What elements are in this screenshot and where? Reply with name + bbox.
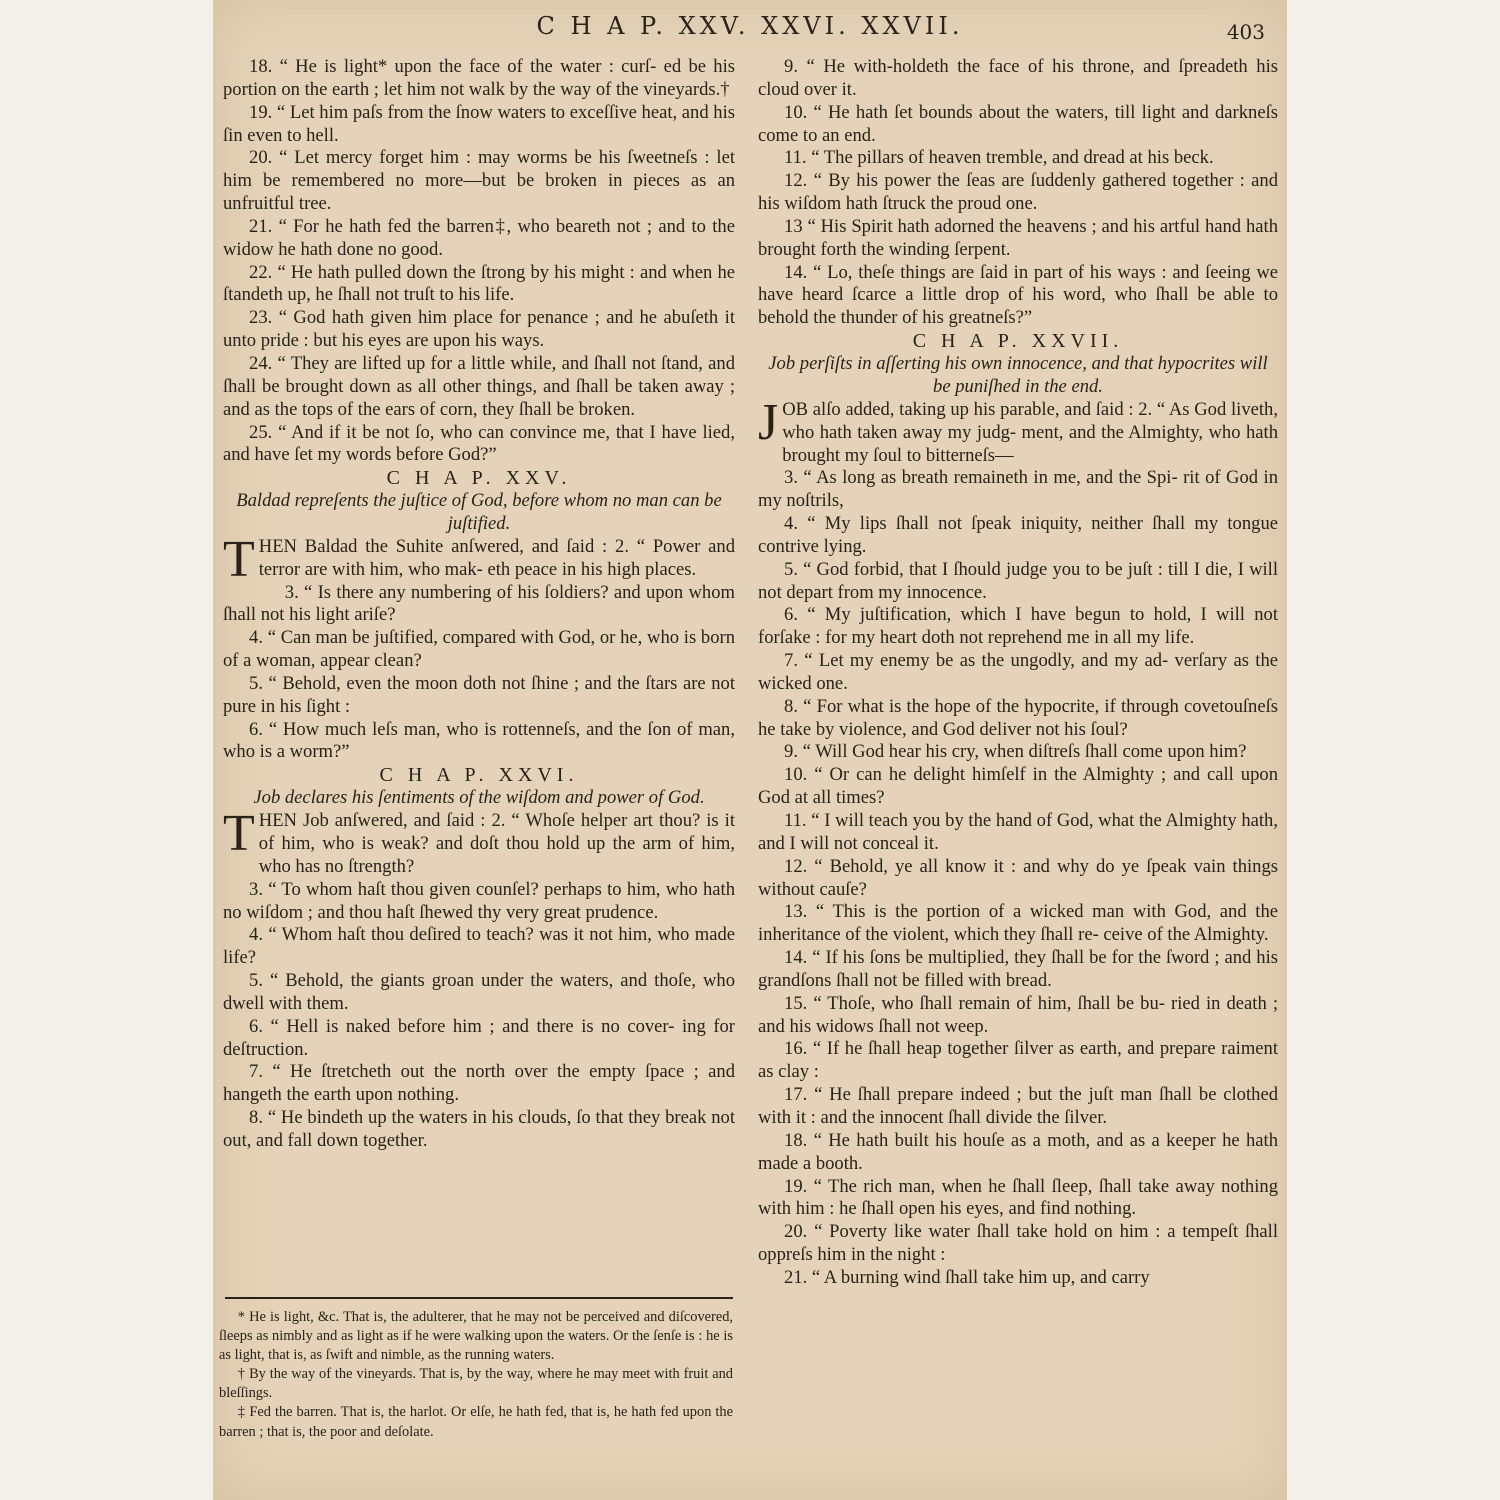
verse: 5. “ Behold, the giants groan under the waters, and thoſe, who dwell with them. [223,970,735,1014]
chapter-summary-25: Baldad repreſents the juſtice of God, before whom no man can be juſtified. [236,490,722,535]
page-number: 403 [1226,20,1265,44]
verse: 14. “ If his ſons be multiplied, they ſhall be for the ſword ; and his grandſons ſhall not be filled with bread. [758,947,1278,991]
chapter-summary-27: Job perſiſts in aſſerting his own innocence, and that hypocrites will be puniſhed in the end. [768,353,1268,397]
verse: 9. “ He with-holdeth the face of his throne, and ſpreadeth his cloud over it. [758,56,1278,100]
book-page [213,0,1287,1500]
verse: 20. “ Let mercy forget him : may worms be his ſweetneſs : let him be remembered no more—but be broken in pieces as an unfruitful tree. [223,147,735,215]
footnotes [219,1308,733,1442]
verse: 3. “ To whom haſt thou given counſel? perhaps to him, who hath no wiſdom ; and thou haſt ſhewed thy very great prudence. [223,878,735,923]
verse: 5. “ God forbid, that I ſhould judge you to be juſt : till I die, I will not depart from my innocence. [758,558,1278,603]
drop-cap: T [223,530,255,588]
opening-text: HEN Job anſwered, and ſaid : 2. “ Whoſe helper art thou? is it of him, who is weak? and doſt thou hold up the arm of him, who has no ſtrength? [258,810,735,877]
verse: 6. “ Hell is naked before him ; and there is no cover- ing for deſtruction. [223,1015,735,1060]
verse: 22. “ He hath pulled down the ſtrong by his might : and when he ſtandeth up, he ſhall not truſt to his life. [223,261,735,306]
drop-cap: T [223,805,255,863]
chapter-summary-26: Job declares his ſentiments of the wiſdom and power of God. [253,787,705,809]
verse: 4. “ Can man be juſtified, compared with God, or he, who is born of a woman, appear clean? [223,627,735,672]
verse: 12. “ By his power the ſeas are ſuddenly gathered together : and his wiſdom hath ſtruck the proud one. [758,170,1278,215]
right-column [758,56,1278,1290]
footnote: † By the way of the vineyards. That is, by the way, where he may meet with fruit and bleſſings. [219,1366,733,1402]
verse: 14. “ Lo, theſe things are ſaid in part of his ways : and ſeeing we have heard ſcarce a little drop of his word, who ſhall be able to behold the thunder of his greatneſs?” [758,261,1278,329]
opening-text: OB alſo added, taking up his parable, and ſaid : 2. “ As God liveth, who hath taken away my judg- ment, and the Almighty, who hath brought my ſoul to bitterneſs— [782,398,1278,466]
opening-text: HEN Baldad the Suhite anſwered, and ſaid : 2. “ Power and terror are with him, who mak- eth peace in his high places. [258,535,735,580]
verse: 18. “ He hath built his houſe as a moth, and as a keeper he hath made a booth. [758,1129,1278,1174]
verse: 12. “ Behold, ye all know it : and why do ye ſpeak vain things without cauſe? [758,855,1278,900]
verse: 23. “ God hath given him place for penance ; and he abuſeth it unto pride : but his eyes are upon his ways. [223,307,735,352]
verse: 24. “ They are lifted up for a little while, and ſhall not ſtand, and ſhall be brought down as all other things, and ſhall be taken away ; and as the tops of the ears of corn, they ſhall be broken. [223,352,735,420]
chapter-opening-27 [758,393,1278,468]
verse: 10. “ Or can he delight himſelf in the Almighty ; and call upon God at all times? [758,764,1278,809]
footnote-divider [225,1297,733,1299]
verse: 13 “ His Spirit hath adorned the heavens ; and his artful hand hath brought forth the winding ſerpent. [758,215,1278,260]
verse: 19. “ The rich man, when he ſhall ſleep, ſhall take away nothing with him : he ſhall open his eyes, and find nothing. [758,1175,1278,1220]
verse: 9. “ Will God hear his cry, when diſtreſs ſhall come upon him? [784,741,1247,763]
chapter-opening-25 [223,530,735,588]
chapter-heading-25: C H A P. XXV. [386,467,572,490]
verse: 10. “ He hath ſet bounds about the waters, till light and darkneſs come to an end. [758,101,1278,146]
verse: 11. “ I will teach you by the hand of God, what the Almighty hath, and I will not conceal it. [758,810,1278,854]
footnote: * He is light, &c. That is, the adulterer, that he may not be perceived and diſcovered, ſleeps as nimbly and as light as if he were walking upon the waters. Or the ſenſe is : he is as light, that is, as ſwift and nimble, as the running waters. [219,1309,733,1364]
chapter-opening-26 [223,805,735,879]
verse: 15. “ Thoſe, who ſhall remain of him, ſhall be bu- ried in death ; and his widows ſhall not weep. [758,992,1278,1037]
verse: 18. “ He is light* upon the face of the water : curſ- ed be his portion on the earth ; let him not walk by the way of the vineyards.† [223,56,735,100]
verse: 21. “ A burning wind ſhall take him up, and carry [784,1266,1150,1288]
left-column [223,56,735,1153]
verse: 20. “ Poverty like water ſhall take hold on him : a tempeſt ſhall oppreſs him in the night : [758,1221,1278,1266]
verse: 21. “ For he hath fed the barren‡, who beareth not ; and to the widow he hath done no good. [223,215,735,260]
verse: 3. “ Is there any numbering of his ſoldiers? and upon whom ſhall not his light ariſe? [223,581,735,626]
verse: 7. “ He ſtretcheth out the north over the empty ſpace ; and hangeth the earth upon nothing. [223,1061,735,1106]
verse: 4. “ My lips ſhall not ſpeak iniquity, neither ſhall my tongue contrive lying. [758,513,1278,557]
running-head: C H A P. XXV. XXVI. XXVII. [536,12,964,40]
verse: 16. “ If he ſhall heap together ſilver as earth, and prepare raiment as clay : [758,1038,1278,1083]
chapter-heading-26: C H A P. XXVI. [379,764,579,787]
verse: 8. “ He bindeth up the waters in his clouds, ſo that they break not out, and fall down together. [223,1107,735,1151]
drop-cap: J [758,393,779,451]
verse: 19. “ Let him paſs from the ſnow waters to exceſſive heat, and his ſin even to hell. [223,101,735,146]
chapter-heading-27: C H A P. XXVII. [912,330,1124,353]
verse: 7. “ Let my enemy be as the ungodly, and my ad- verſary as the wicked one. [758,650,1278,694]
verse: 25. “ And if it be not ſo, who can convince me, that I have lied, and have ſet my words before God?” [223,421,735,466]
verse: 3. “ As long as breath remaineth in me, and the Spi- rit of God in my noſtrils, [758,467,1278,512]
verse: 4. “ Whom haſt thou deſired to teach? was it not him, who made life? [223,924,735,969]
verse: 5. “ Behold, even the moon doth not ſhine ; and the ſtars are not pure in his ſight : [223,672,735,717]
verse: 11. “ The pillars of heaven tremble, and dread at his beck. [784,147,1214,169]
verse: 17. “ He ſhall prepare indeed ; but the juſt man ſhall be clothed with it : and the innocent ſhall divide the ſilver. [758,1084,1278,1128]
verse: 6. “ How much leſs man, who is rottenneſs, and the ſon of man, who is a worm?” [223,718,735,763]
verse: 13. “ This is the portion of a wicked man with God, and the inheritance of the violent, which they ſhall re- ceive of the Almighty. [758,901,1278,946]
verse: 6. “ My juſtification, which I have begun to hold, I will not forſake : for my heart doth not reprehend me in all my life. [758,604,1278,649]
verse: 8. “ For what is the hope of the hypocrite, if through covetouſneſs he take by violence, and God deliver not his ſoul? [758,695,1278,740]
footnote: ‡ Fed the barren. That is, the harlot. Or elſe, he hath fed, that is, he hath fed upon the barren ; that is, the poor and deſolate. [219,1404,733,1440]
